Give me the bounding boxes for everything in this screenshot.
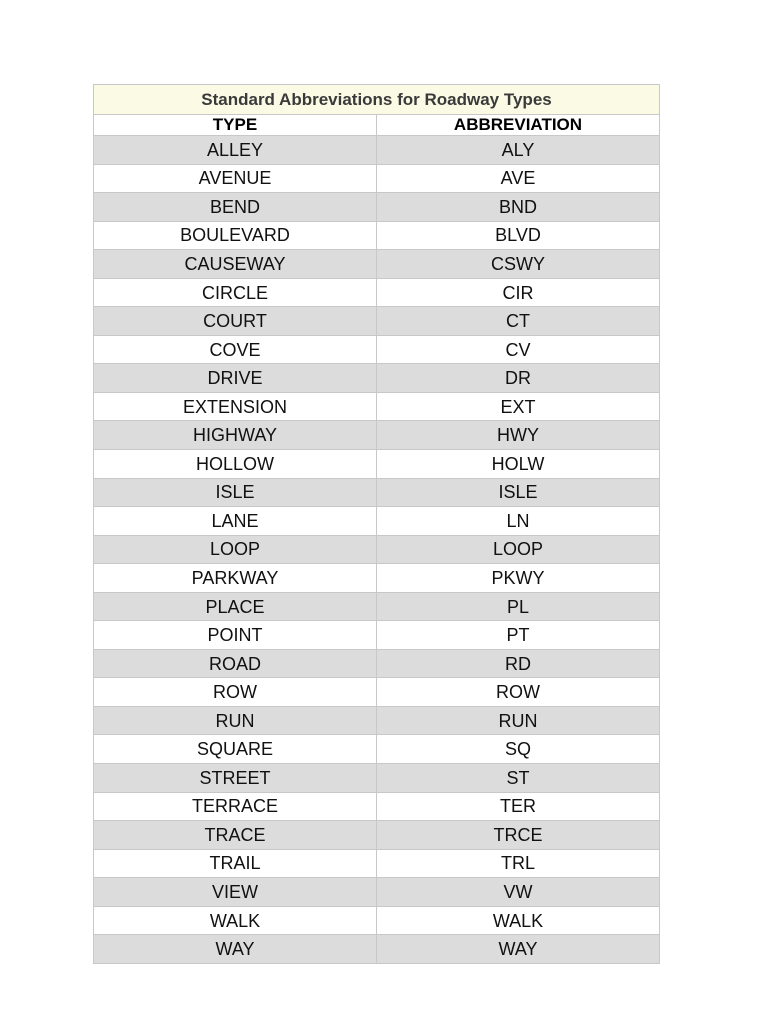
table-row (94, 764, 660, 793)
abbreviation-cell: LN (377, 507, 660, 536)
roadway-type-cell: PARKWAY (94, 564, 377, 593)
roadway-type-cell: TRAIL (94, 849, 377, 878)
abbreviation-cell: PL (377, 592, 660, 621)
abbreviation-cell: BND (377, 193, 660, 222)
roadway-type-cell: SQUARE (94, 735, 377, 764)
abbreviation-cell: BLVD (377, 221, 660, 250)
abbreviation-cell: CT (377, 307, 660, 336)
table-row (94, 621, 660, 650)
abbreviation-cell: WALK (377, 906, 660, 935)
table-row (94, 364, 660, 393)
table-row (94, 678, 660, 707)
roadway-type-cell: HOLLOW (94, 450, 377, 479)
roadway-type-cell: ALLEY (94, 136, 377, 165)
table-row (94, 335, 660, 364)
roadway-type-cell: VIEW (94, 878, 377, 907)
table-row (94, 564, 660, 593)
roadway-type-cell: WAY (94, 935, 377, 964)
roadway-type-cell: COVE (94, 335, 377, 364)
abbreviation-cell: CSWY (377, 250, 660, 279)
abbreviation-cell: SQ (377, 735, 660, 764)
roadway-type-cell: ROW (94, 678, 377, 707)
table-header-row (94, 115, 660, 136)
table-row (94, 878, 660, 907)
roadway-type-cell: LOOP (94, 535, 377, 564)
table-title: Standard Abbreviations for Roadway Types (94, 85, 660, 115)
table-row (94, 136, 660, 165)
abbreviation-cell: DR (377, 364, 660, 393)
table-row (94, 164, 660, 193)
roadway-type-cell: CAUSEWAY (94, 250, 377, 279)
abbreviation-cell: PT (377, 621, 660, 650)
table-row (94, 278, 660, 307)
roadway-type-cell: CIRCLE (94, 278, 377, 307)
roadway-type-cell: DRIVE (94, 364, 377, 393)
roadway-type-cell: POINT (94, 621, 377, 650)
table-row (94, 392, 660, 421)
table-row (94, 221, 660, 250)
roadway-type-cell: EXTENSION (94, 392, 377, 421)
abbreviation-cell: CV (377, 335, 660, 364)
abbreviation-cell: ALY (377, 136, 660, 165)
roadway-type-cell: ROAD (94, 649, 377, 678)
table-row (94, 478, 660, 507)
roadway-type-cell: LANE (94, 507, 377, 536)
table-row (94, 821, 660, 850)
abbreviation-cell: PKWY (377, 564, 660, 593)
abbreviation-cell: AVE (377, 164, 660, 193)
table-row (94, 307, 660, 336)
abbreviation-cell: RUN (377, 706, 660, 735)
table-row (94, 450, 660, 479)
abbreviation-cell: ISLE (377, 478, 660, 507)
table-row (94, 735, 660, 764)
abbreviation-cell: TRCE (377, 821, 660, 850)
abbreviation-cell: RD (377, 649, 660, 678)
abbreviation-cell: TRL (377, 849, 660, 878)
abbreviation-cell: CIR (377, 278, 660, 307)
table-row (94, 535, 660, 564)
abbreviations-table-container (93, 84, 659, 964)
roadway-type-cell: BEND (94, 193, 377, 222)
table-row (94, 421, 660, 450)
roadway-type-cell: BOULEVARD (94, 221, 377, 250)
roadway-type-cell: WALK (94, 906, 377, 935)
table-row (94, 706, 660, 735)
abbreviation-cell: LOOP (377, 535, 660, 564)
abbreviation-cell: WAY (377, 935, 660, 964)
table-body (94, 136, 660, 964)
roadway-type-cell: STREET (94, 764, 377, 793)
roadway-type-cell: PLACE (94, 592, 377, 621)
roadway-type-cell: ISLE (94, 478, 377, 507)
abbreviation-cell: HWY (377, 421, 660, 450)
table-row (94, 507, 660, 536)
abbreviation-cell: VW (377, 878, 660, 907)
column-header-type: TYPE (94, 115, 377, 136)
abbreviation-cell: ROW (377, 678, 660, 707)
roadway-type-cell: RUN (94, 706, 377, 735)
table-row (94, 193, 660, 222)
abbreviation-cell: HOLW (377, 450, 660, 479)
roadway-type-cell: COURT (94, 307, 377, 336)
table-row (94, 935, 660, 964)
abbreviation-cell: ST (377, 764, 660, 793)
roadway-type-cell: TRACE (94, 821, 377, 850)
roadway-type-cell: HIGHWAY (94, 421, 377, 450)
table-row (94, 849, 660, 878)
abbreviations-table (93, 84, 660, 964)
roadway-type-cell: TERRACE (94, 792, 377, 821)
abbreviation-cell: EXT (377, 392, 660, 421)
table-row (94, 792, 660, 821)
abbreviation-cell: TER (377, 792, 660, 821)
roadway-type-cell: AVENUE (94, 164, 377, 193)
table-row (94, 592, 660, 621)
table-row (94, 906, 660, 935)
table-title-row (94, 85, 660, 115)
table-row (94, 649, 660, 678)
column-header-abbreviation: ABBREVIATION (377, 115, 660, 136)
table-row (94, 250, 660, 279)
